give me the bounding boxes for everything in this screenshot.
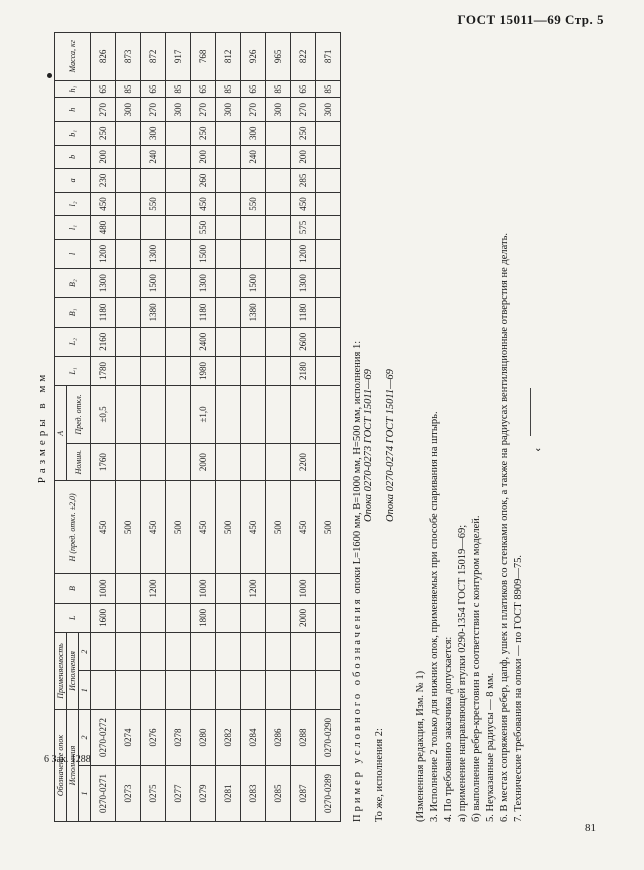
table-cell-d1: 0277 [166,766,191,822]
table-cell-L [216,603,241,632]
example-label: Пример условного обозначения [352,596,363,822]
table-cell-m: 872 [141,33,166,81]
table-cell-L1 [266,356,291,385]
table-cell-H: 500 [166,481,191,574]
table-cell-L [316,603,341,632]
table-cell-B1 [216,298,241,327]
table-cell-a: 230 [91,169,116,193]
table-cell-B: 1000 [191,574,216,603]
table-cell-app2 [291,632,316,671]
table-cell-app1 [191,671,216,710]
table-cell-app1 [216,671,241,710]
table-cell-app1 [241,671,266,710]
header-h1: h₁ [55,80,91,98]
header-B2: B₂ [55,269,91,298]
note-line: а) применение направляющей втулки 0290-1354 ГОСТ 15019—69; [457,524,468,822]
header-L1: L₁ [55,356,91,385]
table-cell-l1 [266,216,291,240]
table-cell-d1: 0275 [141,766,166,822]
table-cell-L2: 2600 [291,327,316,356]
table-cell-app1 [141,671,166,710]
table-cell-B2 [216,269,241,298]
table-cell-A: 1760 [91,443,116,481]
table-cell-a: 285 [291,169,316,193]
header-exec-2: 2 [79,710,91,766]
table-cell-H: 450 [191,481,216,574]
table-cell-l: 1200 [91,239,116,268]
table-cell-d2: 0270-0290 [316,710,341,766]
table-cell-l2: 450 [291,192,316,216]
table-cell-B2: 1500 [141,269,166,298]
table-cell-A [266,443,291,481]
note-line: (Измененная редакция, Изм. № 1) [415,670,426,822]
table-cell-l1: 480 [91,216,116,240]
table-cell-d2: 0280 [191,710,216,766]
table-cell-l1: 550 [191,216,216,240]
table-cell-L [241,603,266,632]
table-cell-L1 [141,356,166,385]
page-number: 81 [585,822,596,834]
table-cell-b1: 300 [241,122,266,146]
table-cell-b: 240 [241,145,266,169]
table-cell-b1 [266,122,291,146]
table-cell-m: 768 [191,33,216,81]
header-applicability: Применяемость [55,632,67,709]
table-cell-h: 300 [166,98,191,122]
table-cell-h1: 85 [266,80,291,98]
table-cell-a [266,169,291,193]
table-cell-B2 [316,269,341,298]
table-cell-l2 [166,192,191,216]
table-cell-d1: 0279 [191,766,216,822]
table-cell-h1: 65 [241,80,266,98]
table-cell-L1: 1780 [91,356,116,385]
note-line: 4. По требованию заказчика допускается: [443,636,454,822]
header-L2: L₂ [55,327,91,356]
table-cell-B1: 1180 [291,298,316,327]
table-cell-L1 [316,356,341,385]
example-same: То же, исполнения 2: [374,728,385,822]
table-cell-d2: 0288 [291,710,316,766]
table-cell-m: 926 [241,33,266,81]
table-cell-b [116,145,141,169]
header-A: A [55,386,67,481]
table-cell-h1: 65 [91,80,116,98]
table-title: Размеры в мм [36,370,48,484]
table-cell-m: 812 [216,33,241,81]
table-cell-l [216,239,241,268]
table-row [116,33,141,822]
table-cell-tol [266,386,291,444]
table-cell-m: 871 [316,33,341,81]
table-cell-tol [291,386,316,444]
header-l2: l₂ [55,192,91,216]
rotated-content [30,32,570,822]
table-cell-L: 2000 [291,603,316,632]
table-cell-l1 [166,216,191,240]
header-B1: B₁ [55,298,91,327]
table-cell-B [116,574,141,603]
table-cell-tol [116,386,141,444]
table-cell-B [166,574,191,603]
table-cell-A [166,443,191,481]
table-cell-l [166,239,191,268]
table-cell-L1 [116,356,141,385]
table-cell-B2: 1300 [291,269,316,298]
table-cell-d2: 0276 [141,710,166,766]
table-cell-tol [241,386,266,444]
note-line: 6. В местах сопряжения ребер, цапф, ушек и платиков со стенками опок, а также на радиусах вентиляционные отверстия не делать. [499,232,510,822]
header-B: B [55,574,91,603]
margin-tick: ⌄ [534,443,543,454]
table-cell-h: 270 [191,98,216,122]
table-cell-B: 1200 [241,574,266,603]
table-cell-h: 300 [316,98,341,122]
table-cell-A [116,443,141,481]
order-number: 6 Зак. 1288 [44,754,91,765]
notes-block [414,32,526,822]
table-cell-l: 1500 [191,239,216,268]
table-cell-l2: 450 [91,192,116,216]
table-cell-A: 2000 [191,443,216,481]
table-cell-l1 [241,216,266,240]
table-cell-h: 270 [291,98,316,122]
table-cell-app2 [241,632,266,671]
table-cell-a [141,169,166,193]
table-cell-L2 [116,327,141,356]
table-cell-l [266,239,291,268]
table-cell-L2 [166,327,191,356]
table-cell-b: 200 [191,145,216,169]
table-cell-b1: 300 [141,122,166,146]
table-cell-B1 [166,298,191,327]
table-cell-b1: 250 [291,122,316,146]
note-line: 7. Технические требования на опоки — по ГОСТ 8909—75. [513,555,524,822]
table-cell-H: 500 [316,481,341,574]
table-cell-d1: 0281 [216,766,241,822]
table-cell-b [316,145,341,169]
table-cell-d2: 0274 [116,710,141,766]
table-row [291,33,316,822]
table-cell-d1: 0285 [266,766,291,822]
table-cell-app2 [91,632,116,671]
table-row [166,33,191,822]
table-cell-h1: 85 [116,80,141,98]
table-cell-b1 [116,122,141,146]
table-cell-l2 [216,192,241,216]
table-row [141,33,166,822]
table-cell-tol: ±1,0 [191,386,216,444]
table-cell-d1: 0270-0271 [91,766,116,822]
table-cell-app2 [191,632,216,671]
table-cell-B1: 1380 [241,298,266,327]
table-cell-B1 [316,298,341,327]
header-b: b [55,145,91,169]
table-cell-l [241,239,266,268]
table-cell-b1 [316,122,341,146]
table-cell-H: 500 [266,481,291,574]
table-cell-B2: 1300 [191,269,216,298]
table-cell-h1: 85 [216,80,241,98]
table-cell-h: 270 [91,98,116,122]
header-A-tol: Пред. откл. [67,386,91,444]
table-cell-d2: 0284 [241,710,266,766]
header-a: a [55,169,91,193]
table-cell-app1 [266,671,291,710]
table-cell-m: 965 [266,33,291,81]
table-cell-L1: 2180 [291,356,316,385]
table-cell-a: 260 [191,169,216,193]
table-cell-h1: 65 [291,80,316,98]
table-cell-L2: 2160 [91,327,116,356]
table-cell-h1: 85 [316,80,341,98]
table-cell-A [216,443,241,481]
note-line: 3. Исполнение 2 только для нижних опок, применяемых при способе спаривания на штырь. [429,411,440,822]
table-cell-app2 [116,632,141,671]
table-cell-l2: 550 [241,192,266,216]
table-cell-l2: 450 [191,192,216,216]
table-cell-B1: 1180 [91,298,116,327]
table-cell-app1 [91,671,116,710]
table-cell-l2: 550 [141,192,166,216]
table-cell-A: 2200 [291,443,316,481]
table-cell-L1 [241,356,266,385]
table-cell-b: 240 [141,145,166,169]
table-cell-tol [216,386,241,444]
table-cell-app2 [316,632,341,671]
table-cell-l1 [316,216,341,240]
table-cell-l [116,239,141,268]
table-cell-l1 [141,216,166,240]
table-cell-l2 [116,192,141,216]
table-cell-B: 1200 [141,574,166,603]
table-cell-h: 300 [266,98,291,122]
table-cell-B2 [266,269,291,298]
table-cell-L [166,603,191,632]
table-cell-b [266,145,291,169]
table-cell-b [216,145,241,169]
table-cell-H: 500 [216,481,241,574]
table-cell-L [266,603,291,632]
table-cell-B2 [116,269,141,298]
table-cell-app2 [266,632,291,671]
table-cell-d2: 0278 [166,710,191,766]
table-cell-H: 450 [241,481,266,574]
header-exec-1: 1 [79,766,91,822]
table-cell-d1: 0270-0289 [316,766,341,822]
header-app-2: 2 [79,632,91,671]
table-cell-B2 [166,269,191,298]
table-cell-app2 [166,632,191,671]
table-cell-a [241,169,266,193]
table-cell-a [316,169,341,193]
table-cell-a [166,169,191,193]
table-cell-h1: 65 [141,80,166,98]
header-l1: l₁ [55,216,91,240]
example-designation-2: Опока 0270-0274 ГОСТ 15011—69 [385,369,396,522]
table-cell-h1: 65 [191,80,216,98]
table-cell-L2: 2400 [191,327,216,356]
table-cell-app2 [141,632,166,671]
header-H: H (пред. откл. ±2,0) [55,481,91,574]
table-cell-H: 450 [141,481,166,574]
table-cell-B [216,574,241,603]
table-cell-H: 450 [291,481,316,574]
table-cell-H: 500 [116,481,141,574]
header-L: L [55,603,91,632]
table-row [216,33,241,822]
table-cell-L: 1600 [91,603,116,632]
table-cell-d1: 0273 [116,766,141,822]
table-cell-L1 [216,356,241,385]
header-app-1: 1 [79,671,91,710]
header-designation: Обозначение опок [55,710,67,822]
table-cell-h: 270 [241,98,266,122]
example-text: опоки L=1600 мм, B=1000 мм, H=500 мм, исполнения 1: [352,340,363,594]
table-cell-B2: 1500 [241,269,266,298]
table-cell-d1: 0283 [241,766,266,822]
table-cell-B1 [116,298,141,327]
table-cell-app1 [316,671,341,710]
table-cell-l: 1300 [141,239,166,268]
table-cell-B: 1000 [291,574,316,603]
table-row [316,33,341,822]
table-cell-B1: 1180 [191,298,216,327]
table-cell-l: 1200 [291,239,316,268]
table-cell-d2: 0286 [266,710,291,766]
table-cell-b1 [166,122,191,146]
header-h: h [55,98,91,122]
table-cell-B [266,574,291,603]
table-cell-B [316,574,341,603]
table-cell-b: 200 [91,145,116,169]
table-cell-l2 [266,192,291,216]
table-cell-d1: 0287 [291,766,316,822]
table-cell-m: 822 [291,33,316,81]
table-cell-l [316,239,341,268]
table-cell-L1: 1980 [191,356,216,385]
table-cell-m: 826 [91,33,116,81]
table-cell-B1 [266,298,291,327]
table-cell-L2 [316,327,341,356]
header-mass: Масса, кг [55,33,91,81]
table-cell-L2 [241,327,266,356]
table-cell-tol [141,386,166,444]
table-cell-B1: 1380 [141,298,166,327]
table-cell-L2 [216,327,241,356]
table-cell-app1 [116,671,141,710]
table-cell-B: 1000 [91,574,116,603]
table-cell-tol [316,386,341,444]
table-cell-app1 [291,671,316,710]
table-cell-L2 [141,327,166,356]
dimensions-table [54,32,341,822]
table-cell-b1 [216,122,241,146]
table-row [91,33,116,822]
page-header: ГОСТ 15011—69 Стр. 5 [457,12,604,27]
header-executions: Исполнения [67,710,79,822]
table-cell-h: 300 [116,98,141,122]
table-body [91,33,341,822]
table-cell-b: 200 [291,145,316,169]
table-cell-d2: 0282 [216,710,241,766]
table-cell-L1 [166,356,191,385]
table-cell-A [316,443,341,481]
table-row [266,33,291,822]
table-cell-l1 [216,216,241,240]
table-cell-a [216,169,241,193]
table-cell-A [141,443,166,481]
table-cell-m: 873 [116,33,141,81]
table-row [241,33,266,822]
header-executions-app: Исполнения [67,632,79,709]
table-cell-L2 [266,327,291,356]
table-cell-tol: ±0,5 [91,386,116,444]
header-l: l [55,239,91,268]
header-A-nominal: Номин. [67,443,91,481]
table-cell-tol [166,386,191,444]
example-block [352,32,396,822]
table-cell-a [116,169,141,193]
table-cell-H: 450 [91,481,116,574]
table-cell-l1 [116,216,141,240]
table-cell-A [241,443,266,481]
note-line: б) выполнение ребер-крестовин в соответствии с контуром моделей. [471,515,482,822]
table-cell-L: 1800 [191,603,216,632]
table-cell-app1 [166,671,191,710]
table-row [191,33,216,822]
table-cell-l2 [316,192,341,216]
table-cell-h: 300 [216,98,241,122]
table-cell-h: 270 [141,98,166,122]
example-designation-1: Опока 0270-0273 ГОСТ 15011—69 [363,369,374,522]
table-cell-d2: 0270-0272 [91,710,116,766]
table-cell-L [116,603,141,632]
table-cell-h1: 85 [166,80,191,98]
table-cell-l1: 575 [291,216,316,240]
table-cell-m: 917 [166,33,191,81]
header-b1: b₁ [55,122,91,146]
table-cell-b [166,145,191,169]
table-cell-app2 [216,632,241,671]
table-cell-b1: 250 [191,122,216,146]
table-cell-B2: 1300 [91,269,116,298]
table-cell-L [141,603,166,632]
table-cell-b1: 250 [91,122,116,146]
note-line: 5. Неуказанные радиусы — 8 мм. [485,672,496,822]
